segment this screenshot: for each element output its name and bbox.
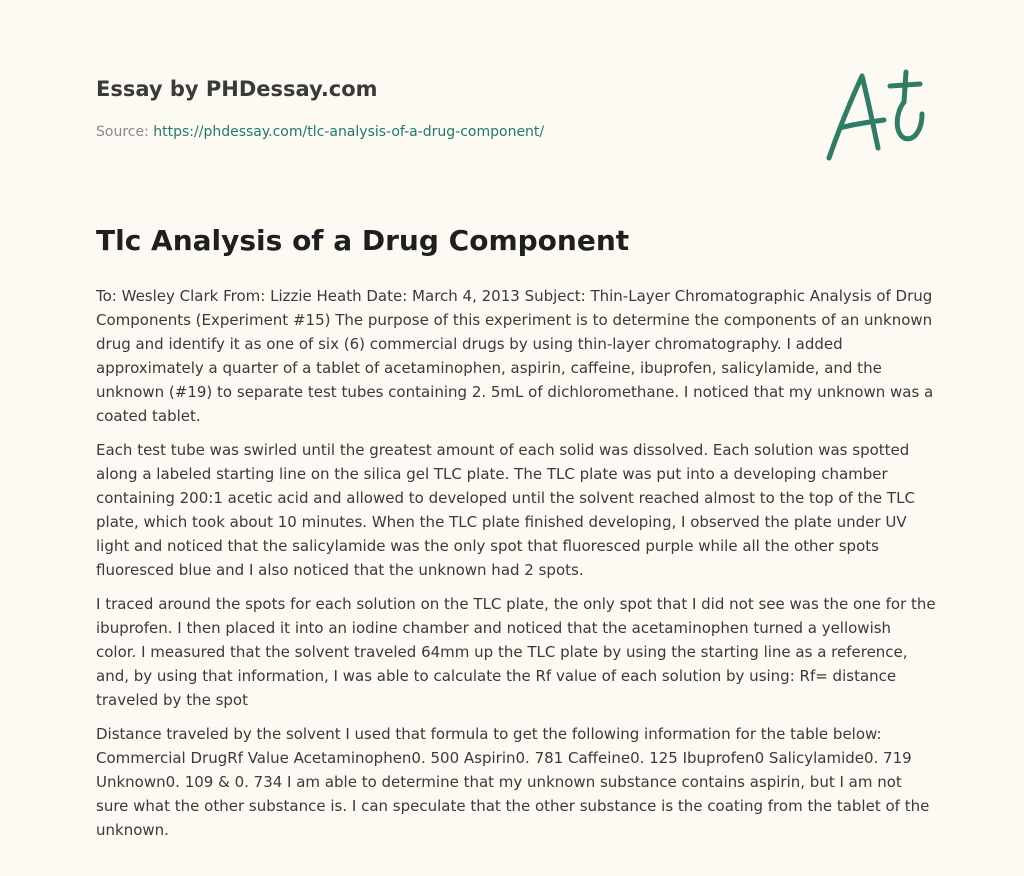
source-label: Source: [96, 124, 154, 140]
essay-paragraph: I traced around the spots for each solution on the TLC plate, the only spot that I did not see was the one for the ibuprofen. I then placed it into an iodine chamber and noticed that the acetaminophen turned a yellowish color. I measured that the solvent traveled 64mm up the TLC plate by using the starting line as a reference, and, by using that information, I was able to calculate the Rf value of each solution by using: Rf= distance traveled by the spot [96, 595, 936, 709]
essay-body [96, 284, 936, 852]
essay-paragraph: Each test tube was swirled until the greatest amount of each solid was dissolved. Each solution was spotted along a labeled starting line on the silica gel TLC plate. The TLC plate was put into a developing chamber containing 200:1 acetic acid and allowed to developed until the solvent reached almost to the top of the TLC plate, which took about 10 minutes. When the TLC plate finished developing, I observed the plate under UV light and noticed that the salicylamide was the only spot that fluoresced purple while all the other spots fluoresced blue and I also noticed that the unknown had 2 spots. [96, 441, 915, 579]
site-brand: Essay by PHDessay.com [96, 77, 378, 101]
source-link[interactable]: https://phdessay.com/tlc-analysis-of-a-drug-component/ [153, 124, 545, 140]
essay-paragraph: Distance traveled by the solvent I used that formula to get the following information for the table below: Commercial DrugRf Value Acetaminophen0. 500 Aspirin0. 781 Caffeine0. 125 Ibuprofen0 Salicylamide0. 719 Unknown0. 109 & 0. 734 I am able to determine that my unknown substance contains aspirin, but I am not sure what the other substance is. I can speculate that the other substance is the coating from the tablet of the unknown. [96, 725, 930, 839]
a-plus-logo-icon [818, 62, 932, 166]
essay-title: Tlc Analysis of a Drug Component [96, 224, 630, 257]
essay-paragraph: To: Wesley Clark From: Lizzie Heath Date: March 4, 2013 Subject: Thin-Layer Chromatographic Analysis of Drug Components (Experiment #15) The purpose of this experiment is to determine the components of an unknown drug and identify it as one of six (6) commercial drugs by using thin-layer chromatography. I added approximately a quarter of a tablet of acetaminophen, aspirin, caffeine, ibuprofen, salicylamide, and the unknown (#19) to separate test tubes containing 2. 5mL of dichloromethane. I noticed that my unknown was a coated tablet. [96, 287, 934, 425]
source-line [96, 124, 544, 140]
